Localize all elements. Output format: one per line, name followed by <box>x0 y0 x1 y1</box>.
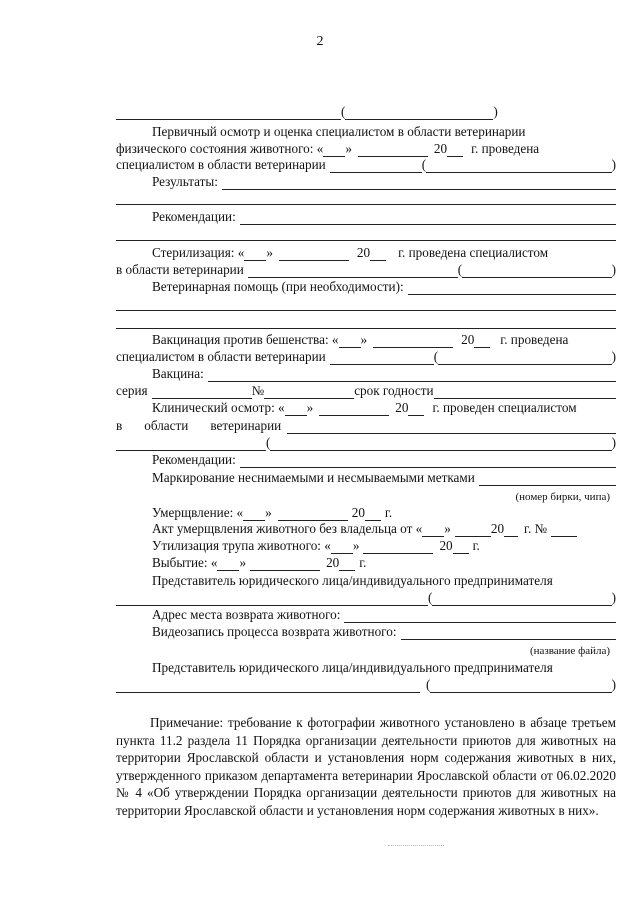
act-line: Акт умерщвления животного без владельца от « » 20 г. № <box>152 521 616 537</box>
video-line: Видеозапись процесса возврата животного: <box>152 624 616 640</box>
euthanasia-line: Умерщвление: « » 20 г. <box>152 505 393 520</box>
blank-line <box>116 204 616 205</box>
vaccination-specialist-line: специалистом в области ветеринарии ( ) <box>116 349 616 364</box>
utilization-line: Утилизация трупа животного: « » 20 г. <box>152 538 480 553</box>
file-hint: (название файла) <box>529 645 610 657</box>
departure-line: Выбытие: « » 20 г. <box>152 555 367 570</box>
note-text: Примечание: требование к фотографии животного установлено в абзаце третьем пункта 11.2 раздела 11 Порядка организации деятельности приютов для животных на территории Ярославской области и установления норм содержания животных в них, утвержденного приказом департамента ветеринарии Ярославской области от 06.02.2020 № 4 «Об утверждении Порядка организации деятельности приютов для животных на территории Ярославской области и установления норм содержания животных в них». <box>116 715 616 818</box>
tag-hint: (номер бирки, чипа) <box>515 491 610 503</box>
representative-2-signature: ( ) <box>116 677 616 693</box>
clinical-line: Клинический осмотр: « » 20 г. проведен специалистом <box>152 400 577 415</box>
recommend-line: Рекомендации: <box>152 209 616 225</box>
clinical-signature-line: ( ) <box>116 435 616 451</box>
blank-line <box>116 310 616 311</box>
results-line: Результаты: <box>152 174 616 190</box>
vaccine-line: Вакцина: <box>152 366 616 382</box>
blank-line <box>116 240 616 241</box>
representative-1-signature: ( ) <box>116 590 616 606</box>
vet-help-line: Ветеринарная помощь (при необходимости): <box>152 279 616 295</box>
exam-title: Первичный осмотр и оценка специалистом в области ветеринарии <box>152 124 526 139</box>
sterilization-line: Стерилизация: « » 20 г. проведена специалистом <box>152 245 549 260</box>
note-paragraph <box>116 714 616 819</box>
marking-line: Маркирование неснимаемыми и несмываемыми метками <box>152 470 616 486</box>
exam-specialist-line: специалистом в области ветеринарии ( ) <box>116 157 616 172</box>
vaccination-line: Вакцинация против бешенства: « » 20 г. проведена <box>152 332 569 347</box>
representative-1: Представитель юридического лица/индивидуального предпринимателя <box>152 573 553 588</box>
representative-2: Представитель юридического лица/индивидуального предпринимателя <box>152 660 553 675</box>
scan-artifact <box>388 845 444 846</box>
signature-line-top: ( ) <box>116 104 616 120</box>
exam-date-line: физического состояния животного: « » 20 г. проведена <box>116 141 540 156</box>
return-address-line: Адрес места возврата животного: <box>152 607 616 623</box>
blank-line <box>116 328 616 329</box>
sterilization-specialist-line: в области ветеринарии ( ) <box>116 262 616 277</box>
recommend2-line: Рекомендации: <box>152 452 616 468</box>
series-line: серия № срок годности <box>116 383 616 399</box>
page-number: 2 <box>316 34 324 49</box>
clinical-specialist-line: в области ветеринарии <box>116 418 616 434</box>
